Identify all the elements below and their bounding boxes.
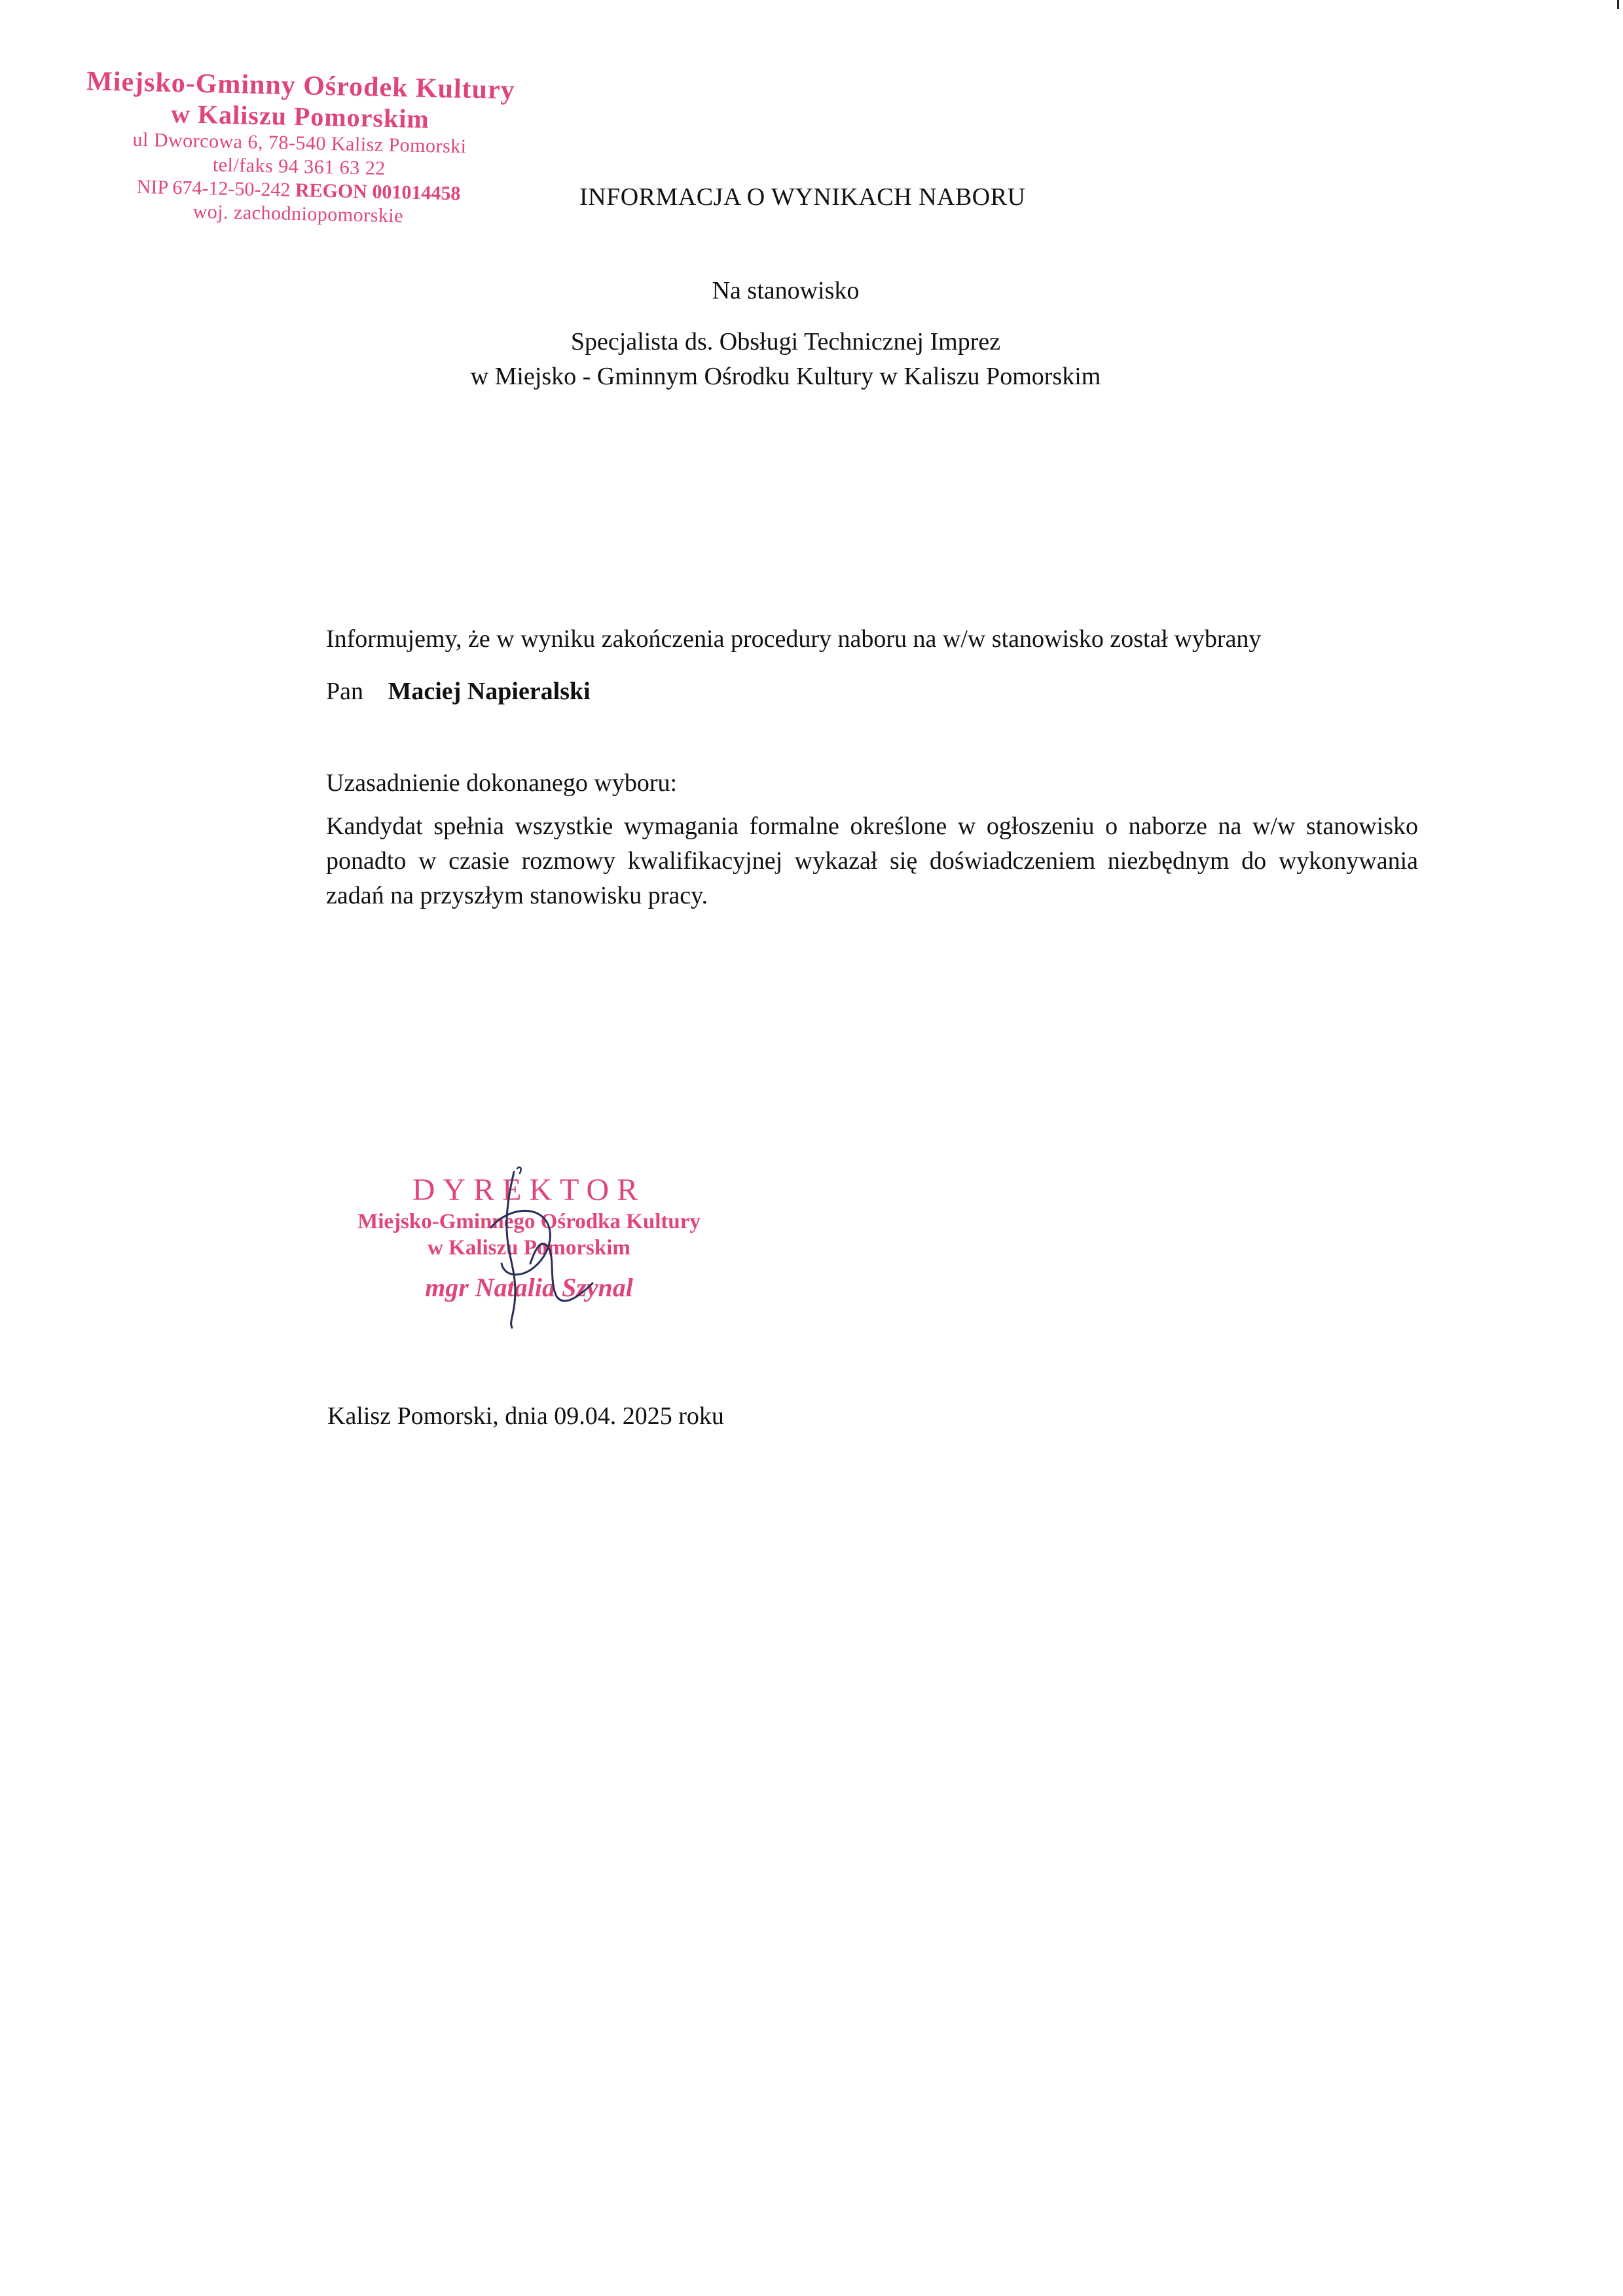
date-line: Kalisz Pomorski, dnia 09.04. 2025 roku [327, 1402, 724, 1430]
document-title: INFORMACJA O WYNIKACH NABORU [579, 183, 1026, 211]
stamp-regon: REGON 001014458 [295, 179, 461, 205]
candidate-line [326, 674, 1418, 709]
stamp-nip: NIP 674-12-50-242 [136, 175, 291, 201]
director-person: mgr Natalia Szynal [425, 1273, 633, 1302]
organization-stamp [75, 65, 524, 230]
director-title: DYREKTOR [412, 1173, 646, 1207]
candidate-name: Maciej Napieralski [388, 678, 591, 705]
candidate-salutation: Pan [326, 678, 363, 705]
position-block [367, 274, 1205, 394]
justification-text: Kandydat spełnia wszystkie wymagania formalne określone w ogłoszeniu o naborze na w/w stanowisko ponadto w czasie rozmowy kwalifikacyjnej wykazał się doświadczeniem niezbędnym do wykonywania zadań na przyszłym stanowisku pracy. [326, 812, 1418, 909]
director-org: Miejsko-Gminnego Ośrodka Kultury [357, 1210, 701, 1233]
stamp-org-name: Miejsko-Gminny Ośrodek Kultury [86, 66, 516, 105]
stamp-phone: tel/faks 94 361 63 22 [212, 154, 386, 179]
info-paragraph: Informujemy, że w wyniku zakończenia procedury naboru na w/w stanowisko został wybrany [326, 625, 1262, 653]
stamp-org-city: w Kaliszu Pomorskim [170, 98, 430, 134]
position-place: w Miejsko - Gminnym Ośrodku Kultury w Kaliszu Pomorskim [470, 363, 1101, 390]
justification-label: Uzasadnienie dokonanego wyboru: [326, 769, 678, 797]
stamp-region: woj. zachodniopomorskie [192, 200, 404, 227]
handwritten-signature [452, 1165, 622, 1329]
director-city: w Kaliszu Pomorskim [428, 1236, 630, 1260]
stamp-address: ul Dworcowa 6, 78-540 Kalisz Pomorski [132, 128, 467, 158]
position-name: Specjalista ds. Obsługi Technicznej Imprez [570, 328, 1001, 355]
scan-edge-mark [1617, 0, 1619, 9]
position-intro: Na stanowisko [712, 277, 860, 304]
